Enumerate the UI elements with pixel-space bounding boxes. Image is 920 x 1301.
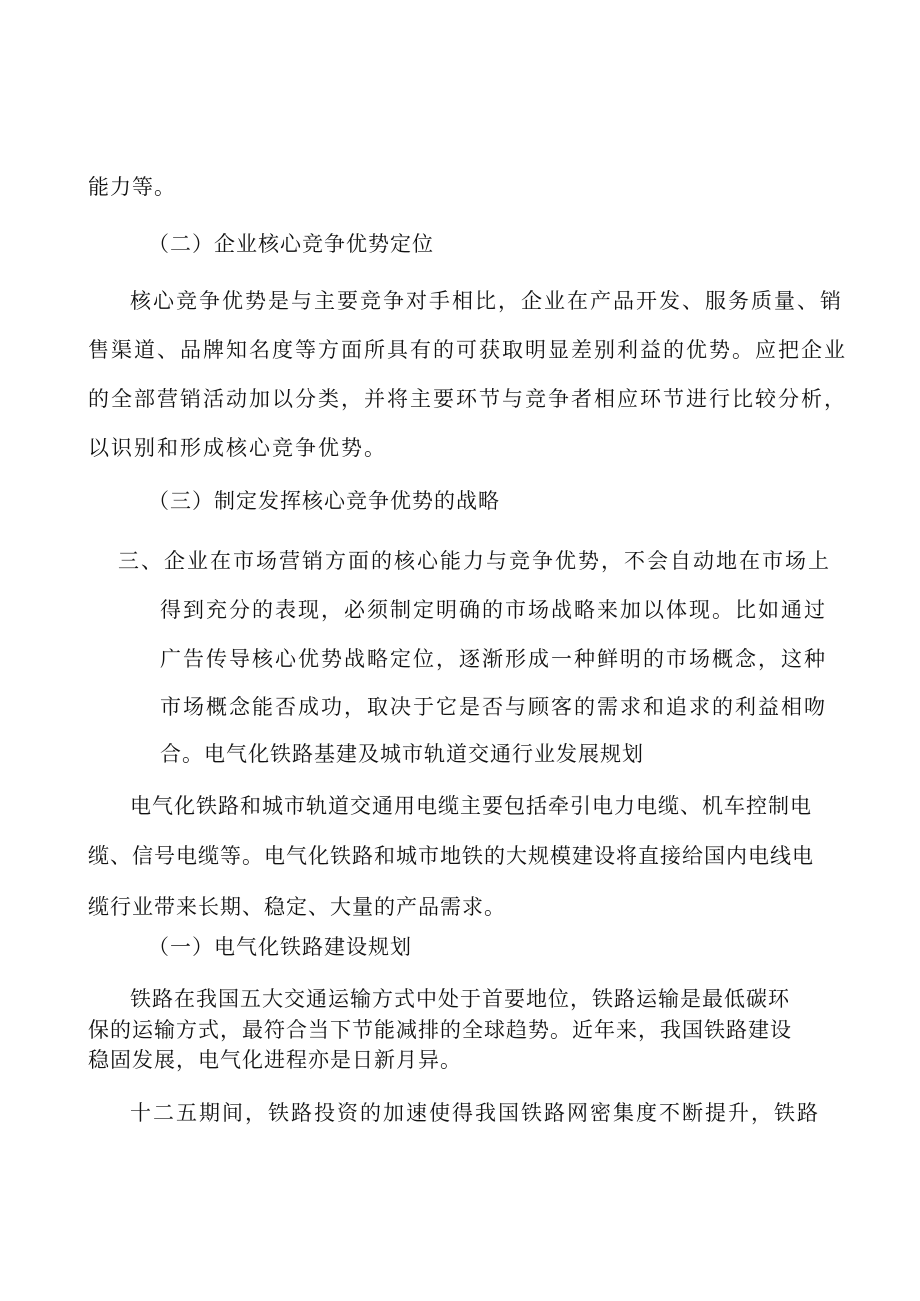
text-line: 保的运输方式，最符合当下节能减排的全球趋势。近年来，我国铁路建设 — [88, 1018, 792, 1042]
text-line: 能力等。 — [88, 175, 176, 199]
text-line: 售渠道、品牌知名度等方面所具有的可获取明显差别利益的优势。应把企业 — [88, 338, 847, 362]
text-line: 得到充分的表现，必须制定明确的市场战略来加以体现。比如通过 — [160, 598, 827, 622]
section-heading: 合。电气化铁路基建及城市轨道交通行业发展规划 — [160, 742, 644, 766]
section-heading: （三）制定发挥核心竞争优势的战略 — [148, 489, 500, 513]
text-line: 市场概念能否成功，取决于它是否与顾客的需求和追求的利益相吻 — [160, 695, 827, 719]
text-line: 以识别和形成核心竞争优势。 — [88, 436, 387, 460]
text-line: 三、企业在市场营销方面的核心能力与竞争优势，不会自动地在市场上 — [118, 549, 831, 573]
text-line: 广告传导核心优势战略定位，逐渐形成一种鲜明的市场概念，这种 — [160, 647, 827, 671]
text-line: 的全部营销活动加以分类，并将主要环节与竞争者相应环节进行比较分析， — [88, 387, 847, 411]
text-line: 铁路在我国五大交通运输方式中处于首要地位，铁路运输是最低碳环 — [130, 987, 790, 1011]
text-line: 电气化铁路和城市轨道交通用电缆主要包括牵引电力电缆、机车控制电 — [130, 794, 812, 818]
section-heading: （二）企业核心竞争优势定位 — [148, 232, 434, 256]
text-line: 核心竞争优势是与主要竞争对手相比，企业在产品开发、服务质量、销 — [130, 289, 843, 313]
text-line: 十二五期间，铁路投资的加速使得我国铁路网密集度不断提升，铁路 — [130, 1101, 820, 1125]
text-line: 稳固发展，电气化进程亦是日新月异。 — [88, 1048, 462, 1072]
text-line: 缆、信号电缆等。电气化铁路和城市地铁的大规模建设将直接给国内电线电 — [88, 844, 814, 868]
section-heading: （一）电气化铁路建设规划 — [148, 935, 412, 959]
text-line: 缆行业带来长期、稳定、大量的产品需求。 — [88, 895, 506, 919]
